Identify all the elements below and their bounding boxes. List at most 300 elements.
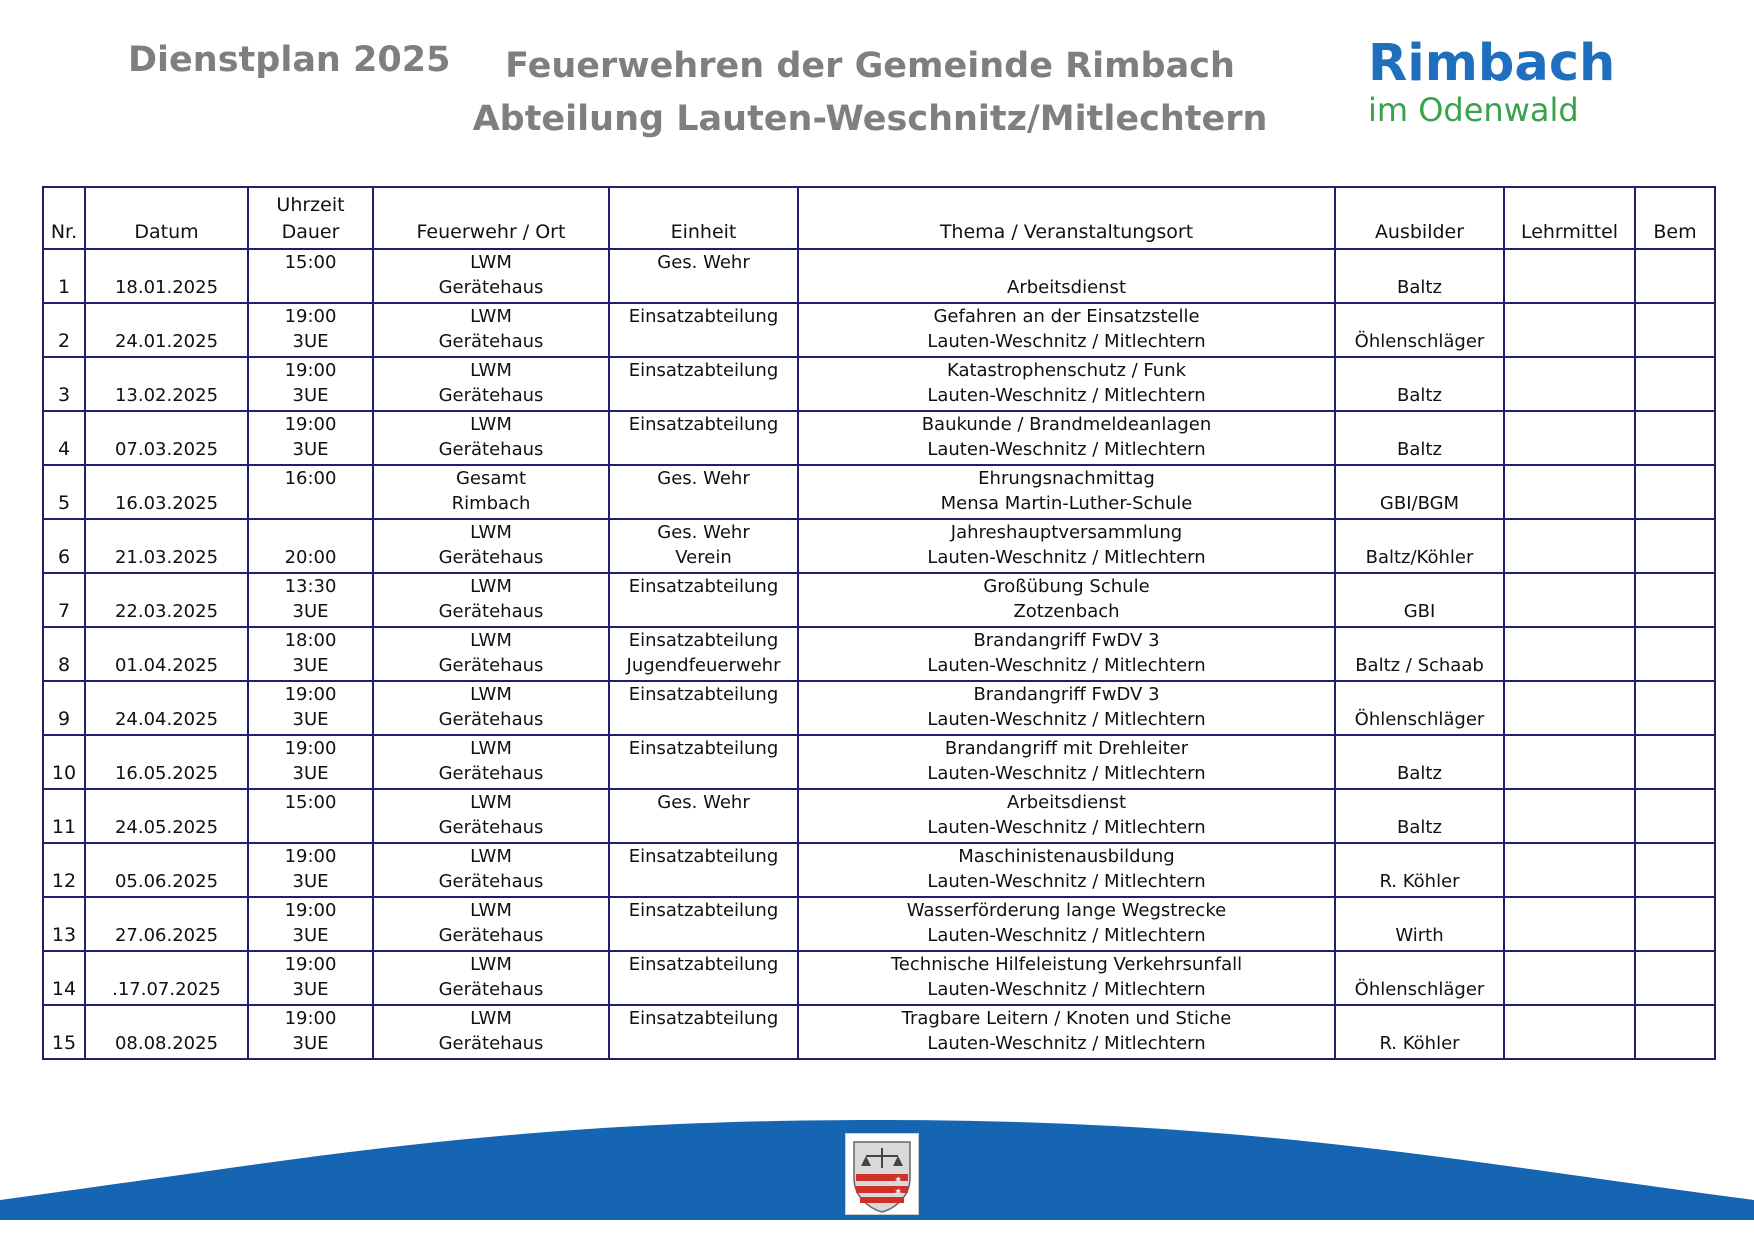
thema-line-1: Maschinistenausbildung — [958, 846, 1175, 867]
cell-thema — [798, 681, 1335, 735]
ort-line-1: LWM — [470, 1008, 512, 1029]
cell-uhrzeit-dauer — [248, 681, 373, 735]
dauer-text: 3UE — [292, 601, 329, 622]
uhrzeit-text: 19:00 — [284, 900, 337, 921]
uhrzeit-text: 19:00 — [284, 360, 337, 381]
column-header-einheit: Einheit — [609, 187, 798, 249]
ort-line-1: LWM — [470, 738, 512, 759]
table-row — [43, 843, 1715, 897]
einheit-line-2 — [613, 599, 794, 624]
nr-text: 3 — [57, 384, 71, 406]
cell-bem — [1635, 519, 1715, 573]
cell-lehrmittel — [1504, 897, 1635, 951]
dauer-text: 3UE — [292, 709, 329, 730]
ort-line-2: Gerätehaus — [438, 709, 544, 730]
cell-lehrmittel — [1504, 465, 1635, 519]
ort-line-2: Gerätehaus — [438, 385, 544, 406]
cell-uhrzeit-dauer — [248, 1005, 373, 1059]
cell-thema — [798, 627, 1335, 681]
cell-lehrmittel — [1504, 357, 1635, 411]
coat-of-arms-icon — [845, 1133, 919, 1215]
table-row — [43, 357, 1715, 411]
einheit-line-2 — [613, 437, 794, 462]
logo-main-text: Rimbach — [1368, 34, 1616, 93]
cell-ort — [373, 789, 609, 843]
einheit-line-2 — [613, 491, 794, 516]
cell-lehrmittel — [1504, 735, 1635, 789]
thema-line-1: Jahreshauptversammlung — [950, 522, 1183, 543]
dauer-text — [252, 275, 369, 300]
column-header-uhrzeit: Uhrzeit — [276, 194, 345, 216]
cell-einheit — [609, 681, 798, 735]
einheit-line-1: Einsatzabteilung — [628, 630, 779, 651]
dauer-text: 20:00 — [284, 547, 337, 568]
thema-line-2: Arbeitsdienst — [1007, 277, 1126, 298]
cell-ausbilder — [1335, 897, 1504, 951]
dauer-text: 3UE — [292, 655, 329, 676]
cell-thema — [798, 573, 1335, 627]
ort-line-2: Gerätehaus — [438, 763, 544, 784]
einheit-line-1: Ges. Wehr — [657, 252, 750, 273]
cell-lehrmittel — [1504, 843, 1635, 897]
cell-einheit — [609, 627, 798, 681]
thema-line-2: Lauten-Weschnitz / Mitlechtern — [927, 709, 1206, 730]
einheit-line-2 — [613, 275, 794, 300]
cell-uhrzeit-dauer — [248, 465, 373, 519]
einheit-line-2 — [613, 383, 794, 408]
einheit-line-1: Einsatzabteilung — [628, 684, 779, 705]
cell-datum — [85, 627, 248, 681]
dauer-text: 3UE — [292, 979, 329, 1000]
cell-bem — [1635, 735, 1715, 789]
thema-line-1: Arbeitsdienst — [1007, 792, 1126, 813]
ort-line-2: Gerätehaus — [438, 1033, 544, 1054]
cell-einheit — [609, 897, 798, 951]
ort-line-2: Gerätehaus — [438, 655, 544, 676]
svg-text:✶: ✶ — [894, 1175, 903, 1186]
table-row — [43, 1005, 1715, 1059]
cell-datum — [85, 1005, 248, 1059]
cell-lehrmittel — [1504, 411, 1635, 465]
cell-thema — [798, 789, 1335, 843]
cell-nr — [43, 519, 85, 573]
cell-nr — [43, 843, 85, 897]
cell-uhrzeit-dauer — [248, 951, 373, 1005]
uhrzeit-text — [252, 520, 369, 545]
schedule-table — [42, 186, 1716, 1060]
cell-einheit — [609, 303, 798, 357]
table-row — [43, 897, 1715, 951]
cell-nr — [43, 357, 85, 411]
cell-bem — [1635, 843, 1715, 897]
uhrzeit-text: 19:00 — [284, 954, 337, 975]
cell-ort — [373, 303, 609, 357]
column-header-bem: Bem — [1635, 187, 1715, 249]
thema-line-1: Tragbare Leitern / Knoten und Stiche — [901, 1008, 1232, 1029]
ort-line-1: LWM — [470, 522, 512, 543]
uhrzeit-text: 19:00 — [284, 414, 337, 435]
ausbilder-text: Baltz — [1397, 817, 1442, 838]
ort-line-1: LWM — [470, 900, 512, 921]
cell-uhrzeit-dauer — [248, 249, 373, 303]
cell-ort — [373, 951, 609, 1005]
ort-line-1: LWM — [470, 306, 512, 327]
ort-line-2: Gerätehaus — [438, 439, 544, 460]
svg-text:✶: ✶ — [894, 1187, 903, 1198]
ort-line-2: Gerätehaus — [438, 277, 544, 298]
cell-einheit — [609, 951, 798, 1005]
thema-line-1: Baukunde / Brandmeldeanlagen — [921, 414, 1212, 435]
datum-text: .17.07.2025 — [112, 979, 221, 1000]
thema-line-2: Lauten-Weschnitz / Mitlechtern — [927, 763, 1206, 784]
thema-line-2: Lauten-Weschnitz / Mitlechtern — [927, 547, 1206, 568]
datum-text: 05.06.2025 — [114, 871, 219, 892]
table-row — [43, 465, 1715, 519]
einheit-line-2: Verein — [675, 547, 732, 568]
cell-lehrmittel — [1504, 789, 1635, 843]
einheit-line-1: Ges. Wehr — [657, 468, 750, 489]
cell-nr — [43, 951, 85, 1005]
dauer-text — [252, 491, 369, 516]
cell-thema — [798, 465, 1335, 519]
rimbach-logo — [1368, 34, 1616, 129]
thema-line-2: Lauten-Weschnitz / Mitlechtern — [927, 655, 1206, 676]
cell-bem — [1635, 249, 1715, 303]
ausbilder-text: Öhlenschläger — [1354, 709, 1485, 730]
table-row — [43, 573, 1715, 627]
ort-line-1: LWM — [470, 954, 512, 975]
table-row — [43, 789, 1715, 843]
einheit-line-2 — [613, 1031, 794, 1056]
cell-lehrmittel — [1504, 627, 1635, 681]
nr-text: 8 — [57, 654, 71, 676]
cell-einheit — [609, 357, 798, 411]
cell-uhrzeit-dauer — [248, 843, 373, 897]
cell-datum — [85, 465, 248, 519]
dauer-text: 3UE — [292, 439, 329, 460]
table-row — [43, 411, 1715, 465]
logo-sub-text: im Odenwald — [1368, 91, 1579, 129]
cell-nr — [43, 573, 85, 627]
dauer-text — [252, 815, 369, 840]
cell-ausbilder — [1335, 789, 1504, 843]
cell-nr — [43, 411, 85, 465]
column-header-ort: Feuerwehr / Ort — [373, 187, 609, 249]
einheit-line-2: Jugendfeuerwehr — [626, 655, 781, 676]
ausbilder-text: Öhlenschläger — [1354, 331, 1485, 352]
uhrzeit-text: 18:00 — [284, 630, 337, 651]
column-header-datum: Datum — [85, 187, 248, 249]
datum-text: 21.03.2025 — [114, 547, 219, 568]
nr-text: 10 — [51, 762, 77, 784]
cell-lehrmittel — [1504, 249, 1635, 303]
cell-thema — [798, 411, 1335, 465]
cell-datum — [85, 249, 248, 303]
nr-text: 7 — [57, 600, 71, 622]
datum-text: 18.01.2025 — [114, 277, 219, 298]
datum-text: 16.05.2025 — [114, 763, 219, 784]
ort-line-2: Gerätehaus — [438, 925, 544, 946]
uhrzeit-text: 19:00 — [284, 846, 337, 867]
cell-datum — [85, 951, 248, 1005]
datum-text: 22.03.2025 — [114, 601, 219, 622]
uhrzeit-text: 19:00 — [284, 738, 337, 759]
cell-datum — [85, 303, 248, 357]
uhrzeit-text: 19:00 — [284, 306, 337, 327]
einheit-line-2 — [613, 977, 794, 1002]
cell-ort — [373, 357, 609, 411]
thema-line-1: Brandangriff mit Drehleiter — [944, 738, 1189, 759]
nr-text: 6 — [57, 546, 71, 568]
cell-bem — [1635, 1005, 1715, 1059]
cell-nr — [43, 735, 85, 789]
einheit-line-1: Einsatzabteilung — [628, 414, 779, 435]
cell-ausbilder — [1335, 357, 1504, 411]
cell-uhrzeit-dauer — [248, 357, 373, 411]
cell-bem — [1635, 357, 1715, 411]
cell-datum — [85, 357, 248, 411]
ort-line-2: Gerätehaus — [438, 871, 544, 892]
thema-line-1: Brandangriff FwDV 3 — [973, 630, 1160, 651]
column-header-ausbilder: Ausbilder — [1335, 187, 1504, 249]
table-row — [43, 951, 1715, 1005]
datum-text: 24.05.2025 — [114, 817, 219, 838]
table-row — [43, 303, 1715, 357]
cell-lehrmittel — [1504, 681, 1635, 735]
einheit-line-2 — [613, 923, 794, 948]
nr-text: 15 — [51, 1032, 77, 1054]
einheit-line-1: Einsatzabteilung — [628, 738, 779, 759]
thema-line-2: Lauten-Weschnitz / Mitlechtern — [927, 871, 1206, 892]
cell-ausbilder — [1335, 843, 1504, 897]
cell-datum — [85, 897, 248, 951]
einheit-line-1: Einsatzabteilung — [628, 360, 779, 381]
datum-text: 08.08.2025 — [114, 1033, 219, 1054]
organization-title — [470, 40, 1270, 146]
einheit-line-1: Einsatzabteilung — [628, 846, 779, 867]
cell-ort — [373, 681, 609, 735]
thema-line-2: Lauten-Weschnitz / Mitlechtern — [927, 817, 1206, 838]
table-row — [43, 519, 1715, 573]
einheit-line-1: Einsatzabteilung — [628, 1008, 779, 1029]
cell-nr — [43, 627, 85, 681]
einheit-line-1: Ges. Wehr — [657, 522, 750, 543]
cell-thema — [798, 357, 1335, 411]
cell-thema — [798, 843, 1335, 897]
cell-lehrmittel — [1504, 1005, 1635, 1059]
schedule-body — [43, 249, 1715, 1059]
cell-thema — [798, 303, 1335, 357]
cell-datum — [85, 735, 248, 789]
uhrzeit-text: 15:00 — [284, 252, 337, 273]
cell-datum — [85, 411, 248, 465]
einheit-line-1: Einsatzabteilung — [628, 306, 779, 327]
ausbilder-text: Baltz — [1397, 763, 1442, 784]
cell-ausbilder — [1335, 951, 1504, 1005]
ort-line-2: Gerätehaus — [438, 601, 544, 622]
ausbilder-text: Baltz — [1397, 439, 1442, 460]
ausbilder-text: R. Köhler — [1379, 871, 1460, 892]
cell-einheit — [609, 519, 798, 573]
ort-line-1: LWM — [470, 684, 512, 705]
thema-line-2: Mensa Martin-Luther-Schule — [940, 493, 1193, 514]
einheit-line-1: Einsatzabteilung — [628, 576, 779, 597]
datum-text: 16.03.2025 — [114, 493, 219, 514]
datum-text: 24.04.2025 — [114, 709, 219, 730]
cell-ort — [373, 249, 609, 303]
cell-datum — [85, 681, 248, 735]
cell-ort — [373, 735, 609, 789]
cell-thema — [798, 249, 1335, 303]
cell-datum — [85, 573, 248, 627]
einheit-line-2 — [613, 329, 794, 354]
cell-uhrzeit-dauer — [248, 627, 373, 681]
ort-line-1: LWM — [470, 846, 512, 867]
cell-ausbilder — [1335, 519, 1504, 573]
cell-ausbilder — [1335, 249, 1504, 303]
ausbilder-text: Baltz/Köhler — [1365, 547, 1474, 568]
ort-line-2: Gerätehaus — [438, 817, 544, 838]
ort-line-1: LWM — [470, 630, 512, 651]
ausbilder-text: Baltz — [1397, 277, 1442, 298]
cell-ausbilder — [1335, 573, 1504, 627]
einheit-line-1: Einsatzabteilung — [628, 900, 779, 921]
datum-text: 27.06.2025 — [114, 925, 219, 946]
dauer-text: 3UE — [292, 385, 329, 406]
nr-text: 11 — [51, 816, 77, 838]
table-header-row — [43, 187, 1715, 249]
cell-uhrzeit-dauer — [248, 573, 373, 627]
cell-lehrmittel — [1504, 303, 1635, 357]
cell-uhrzeit-dauer — [248, 411, 373, 465]
thema-line-1: Wasserförderung lange Wegstrecke — [906, 900, 1227, 921]
ort-line-1: LWM — [470, 792, 512, 813]
cell-ort — [373, 897, 609, 951]
footer-base-strip — [0, 1220, 1754, 1239]
ort-line-2: Rimbach — [451, 493, 531, 514]
column-header-thema: Thema / Veranstaltungsort — [798, 187, 1335, 249]
ort-line-1: LWM — [470, 252, 512, 273]
cell-datum — [85, 843, 248, 897]
cell-nr — [43, 789, 85, 843]
cell-einheit — [609, 1005, 798, 1059]
thema-line-2: Lauten-Weschnitz / Mitlechtern — [927, 1033, 1206, 1054]
cell-einheit — [609, 465, 798, 519]
cell-datum — [85, 789, 248, 843]
organization-line-1: Feuerwehren der Gemeinde Rimbach — [505, 46, 1235, 86]
cell-bem — [1635, 627, 1715, 681]
ausbilder-text: R. Köhler — [1379, 1033, 1460, 1054]
dauer-text: 3UE — [292, 1033, 329, 1054]
nr-text: 9 — [57, 708, 71, 730]
cell-ausbilder — [1335, 303, 1504, 357]
cell-lehrmittel — [1504, 951, 1635, 1005]
dauer-text: 3UE — [292, 925, 329, 946]
dauer-text: 3UE — [292, 763, 329, 784]
cell-bem — [1635, 951, 1715, 1005]
cell-ort — [373, 627, 609, 681]
nr-text: 4 — [57, 438, 71, 460]
cell-nr — [43, 465, 85, 519]
cell-datum — [85, 519, 248, 573]
uhrzeit-text: 15:00 — [284, 792, 337, 813]
cell-uhrzeit-dauer — [248, 519, 373, 573]
cell-ausbilder — [1335, 465, 1504, 519]
cell-thema — [798, 519, 1335, 573]
thema-line-1: Technische Hilfeleistung Verkehrsunfall — [890, 954, 1243, 975]
cell-bem — [1635, 897, 1715, 951]
nr-text: 13 — [51, 924, 77, 946]
cell-ort — [373, 411, 609, 465]
cell-ort — [373, 1005, 609, 1059]
ausbilder-text: GBI/BGM — [1379, 493, 1460, 514]
cell-nr — [43, 303, 85, 357]
table-row — [43, 735, 1715, 789]
cell-nr — [43, 249, 85, 303]
ort-line-1: LWM — [470, 414, 512, 435]
cell-ort — [373, 843, 609, 897]
column-header-dauer: Dauer — [281, 221, 340, 243]
column-header-uhrzeit-dauer — [248, 187, 373, 249]
dauer-text: 3UE — [292, 331, 329, 352]
cell-thema — [798, 951, 1335, 1005]
cell-thema — [798, 1005, 1335, 1059]
thema-line-2: Lauten-Weschnitz / Mitlechtern — [927, 439, 1206, 460]
thema-line-1 — [802, 250, 1331, 275]
organization-line-2: Abteilung Lauten-Weschnitz/Mitlechtern — [472, 99, 1268, 139]
datum-text: 24.01.2025 — [114, 331, 219, 352]
uhrzeit-text: 16:00 — [284, 468, 337, 489]
ausbilder-text: Öhlenschläger — [1354, 979, 1485, 1000]
uhrzeit-text: 19:00 — [284, 1008, 337, 1029]
einheit-line-2 — [613, 815, 794, 840]
cell-ort — [373, 465, 609, 519]
cell-ort — [373, 573, 609, 627]
table-row — [43, 681, 1715, 735]
cell-lehrmittel — [1504, 519, 1635, 573]
thema-line-2: Lauten-Weschnitz / Mitlechtern — [927, 385, 1206, 406]
nr-text: 2 — [57, 330, 71, 352]
ausbilder-text: GBI — [1403, 601, 1436, 622]
datum-text: 01.04.2025 — [114, 655, 219, 676]
ort-line-2: Gerätehaus — [438, 979, 544, 1000]
nr-text: 1 — [57, 276, 71, 298]
cell-nr — [43, 897, 85, 951]
einheit-line-2 — [613, 761, 794, 786]
cell-uhrzeit-dauer — [248, 897, 373, 951]
table-row — [43, 627, 1715, 681]
cell-nr — [43, 681, 85, 735]
cell-bem — [1635, 411, 1715, 465]
cell-uhrzeit-dauer — [248, 735, 373, 789]
crest-graphic — [846, 1134, 918, 1214]
table-row — [43, 249, 1715, 303]
thema-line-2: Lauten-Weschnitz / Mitlechtern — [927, 925, 1206, 946]
cell-lehrmittel — [1504, 573, 1635, 627]
thema-line-1: Großübung Schule — [983, 576, 1150, 597]
cell-einheit — [609, 843, 798, 897]
cell-bem — [1635, 303, 1715, 357]
cell-bem — [1635, 465, 1715, 519]
column-header-lehrmittel: Lehrmittel — [1504, 187, 1635, 249]
cell-ausbilder — [1335, 681, 1504, 735]
ausbilder-text: Baltz — [1397, 385, 1442, 406]
thema-line-1: Ehrungsnachmittag — [978, 468, 1155, 489]
einheit-line-2 — [613, 707, 794, 732]
datum-text: 13.02.2025 — [114, 385, 219, 406]
cell-ort — [373, 519, 609, 573]
uhrzeit-text: 13:30 — [284, 576, 337, 597]
